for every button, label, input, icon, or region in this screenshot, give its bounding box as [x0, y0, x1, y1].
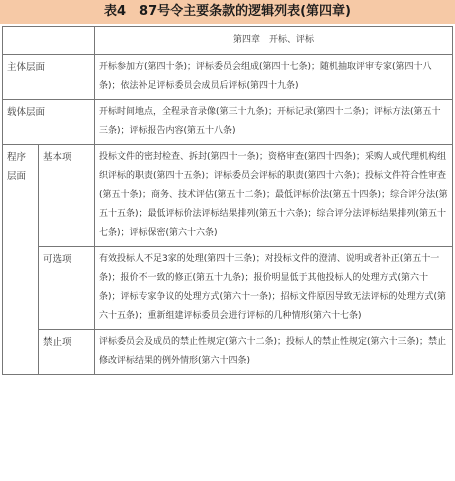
table-header-row	[3, 27, 453, 55]
row-content-optional: 有效投标人不足3家的处理(第四十三条)；对投标文件的澄清、说明或者补正(第五十一条)；报价不一致的修正(第五十九条)；报价明显低于其他投标人的处理方式(第六十条)；评标专家争议的处理方式(第六十一条)；招标文件原因导致无法评标的处理方式(第六十五条)；重新组建评标委员会进行评标的几种情形(第六十七条)	[95, 247, 453, 330]
row-label-subject: 主体层面	[3, 55, 95, 100]
row-label-carrier: 载体层面	[3, 100, 95, 145]
row-content-subject: 开标参加方(第四十条)；评标委员会组成(第四十七条)；随机抽取评审专家(第四十八条)；依法补足评标委员会成员后评标(第四十九条)	[95, 55, 453, 100]
table-row	[3, 247, 453, 330]
row-label-procedure: 程序层面	[3, 145, 39, 375]
row-content-prohibited: 评标委员会及成员的禁止性规定(第六十二条)；投标人的禁止性规定(第六十三条)；禁止修改评标结果的例外情形(第六十四条)	[95, 330, 453, 375]
sub-label-basic: 基本项	[39, 145, 95, 247]
row-content-basic: 投标文件的密封检查、拆封(第四十一条)；资格审查(第四十四条)；采购人或代理机构组织评标的职责(第四十五条)；评标委员会评标的职责(第四十六条)；投标文件符合性审查(第五十条)；商务、技术评估(第五十二条)；最低评标价法(第五十四条)；综合评分法(第五十五条)；最低评标价法评标结果排列(第五十六条)；综合评分法评标结果排列(第五十七条)；评标保密(第六十六条)	[95, 145, 453, 247]
table-row	[3, 100, 453, 145]
sub-label-prohibited: 禁止项	[39, 330, 95, 375]
table-row	[3, 330, 453, 375]
header-chapter-cell: 第四章 开标、评标	[95, 27, 453, 55]
row-content-carrier: 开标时间地点，全程录音录像(第三十九条)；开标记录(第四十二条)；评标方法(第五十三条)；评标报告内容(第五十八条)	[95, 100, 453, 145]
header-empty-cell	[3, 27, 95, 55]
table-row	[3, 55, 453, 100]
logic-table	[2, 26, 453, 375]
table-title: 表4 87号令主要条款的逻辑列表(第四章)	[0, 0, 455, 24]
sub-label-optional: 可选项	[39, 247, 95, 330]
table-row	[3, 145, 453, 247]
